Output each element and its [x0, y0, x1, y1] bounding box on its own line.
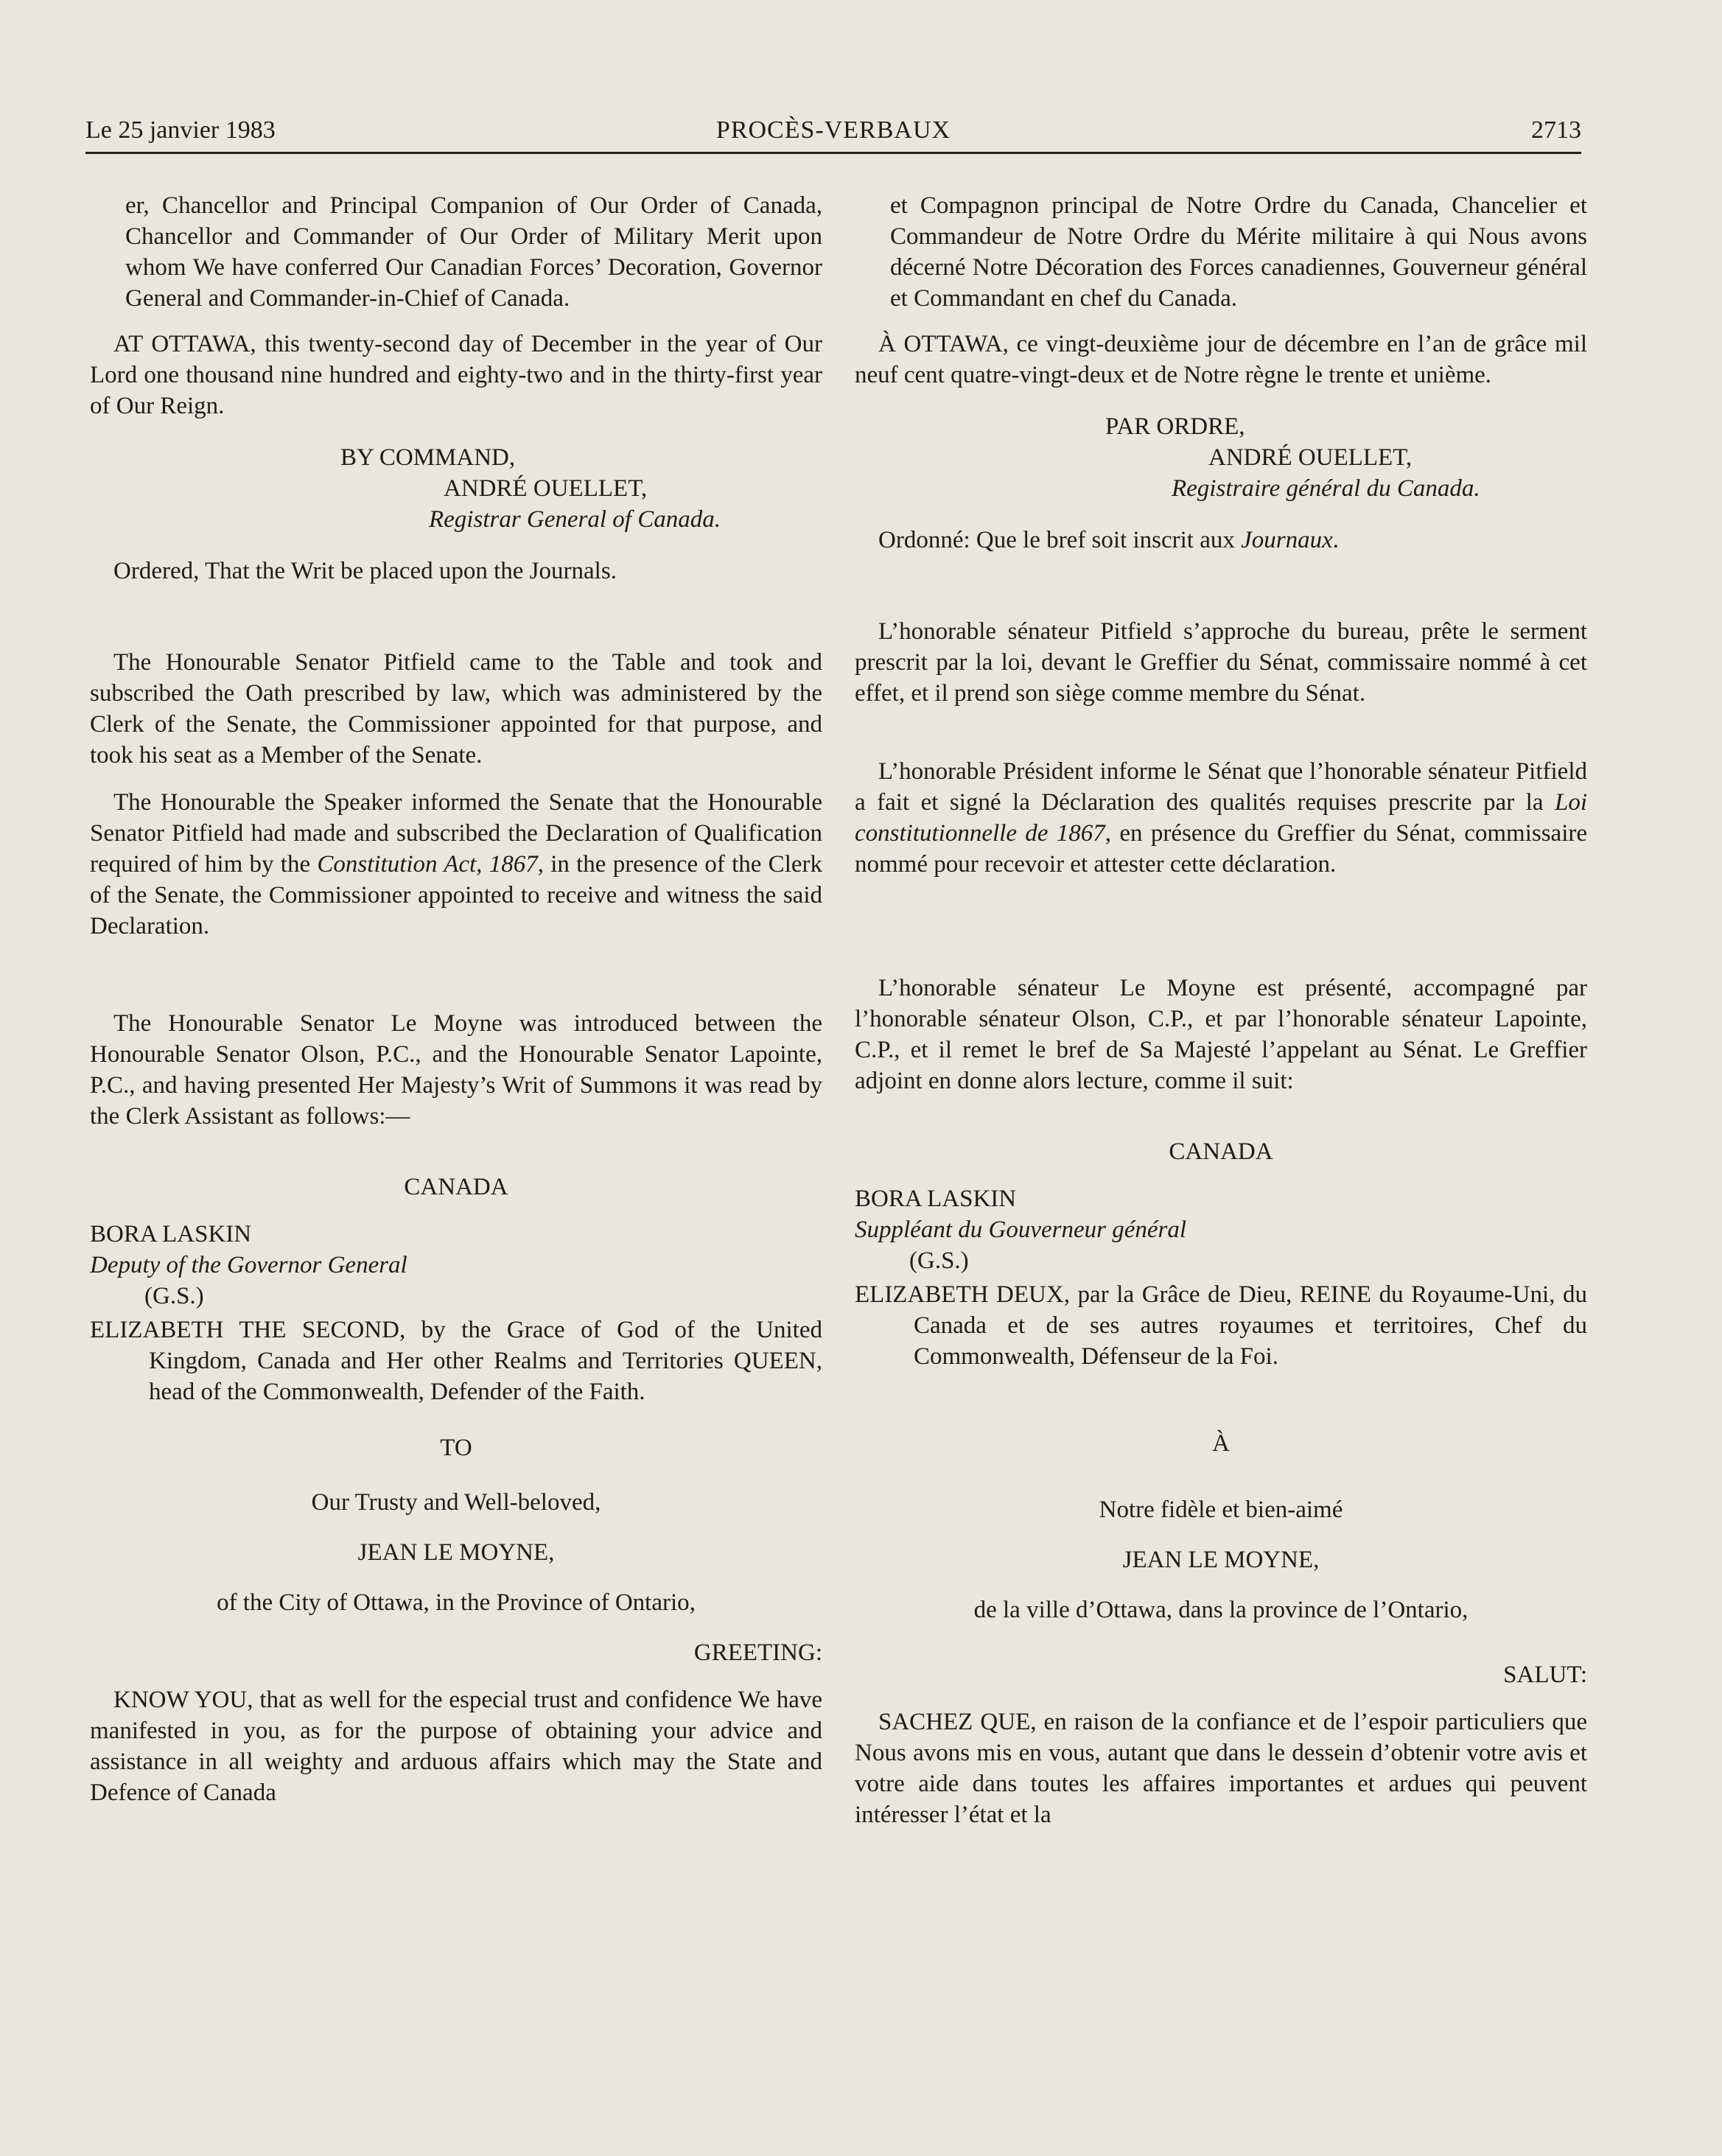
ottawa-paragraph: AT OTTAWA, this twenty-second day of December in the year of Our Lord one thousand nine hundred and eighty-two and in the thirty-first year of Our Reign. — [90, 331, 822, 419]
great-seal: (G.S.) — [909, 1247, 969, 1274]
registrar-title: Registraire général du Canada. — [1172, 475, 1480, 502]
journaux: Journaux — [1241, 527, 1333, 553]
laskin-name: BORA LASKIN — [90, 1221, 252, 1247]
know-you-paragraph: KNOW YOU, that as well for the especial trust and confidence We have manifested in you, as for the purpose of obtaining your advice and assistance in all weighty and arduous affairs which may the State and Defence of Canada — [90, 1687, 822, 1806]
greeting: GREETING: — [693, 1639, 822, 1666]
continued-paragraph: et Compagnon principal de Notre Ordre du Canada, Chancelier et Commandeur de Notre Ordre du Mérite militaire à qui Nous avons décerné Notre Décoration des Forces canadiennes, Gouverneur général et Commandant en chef du Canada. — [890, 192, 1587, 312]
by-command: PAR ORDRE, — [1105, 413, 1245, 440]
elizabeth-paragraph: ELIZABETH DEUX, par la Grâce de Dieu, REINE du Royaume-Uni, du Canada et de ses autres royaumes et territoires, Chef du Commonwealth, Défenseur de la Foi. — [855, 1281, 1587, 1370]
french-column — [855, 190, 1587, 1830]
header-date: Le 25 janvier 1983 — [85, 116, 276, 144]
continued-paragraph: er, Chancellor and Principal Companion of Our Order of Canada, Chancellor and Commander of Our Order of Military Merit upon whom We have conferred Our Canadian Forces’ Decoration, Governor General and Commander-in-Chief of Canada. — [125, 192, 822, 312]
ordered-paragraph: Ordonné: Que le bref soit inscrit aux Journaux. — [878, 527, 1340, 553]
header-rule — [85, 152, 1581, 154]
deputy-title: Suppléant du Gouverneur général — [855, 1217, 1186, 1243]
elizabeth-paragraph: ELIZABETH THE SECOND, by the Grace of God of the United Kingdom, Canada and Her other Realms and Territories QUEEN, head of the Commonwealth, Defender of the Faith. — [90, 1317, 822, 1405]
loi-constitutionnelle: Loi constitutionnelle de 1867 — [855, 789, 1587, 847]
to-heading: TO — [440, 1435, 472, 1461]
signatory: ANDRÉ OUELLET, — [1208, 444, 1413, 471]
to-heading: À — [1212, 1430, 1230, 1457]
pitfield-oath-paragraph: The Honourable Senator Pitfield came to the Table and took and subscribed the Oath prescribed by law, which was administered by the Clerk of the Senate, the Commissioner appointed for that purpose, and took his seat as a Member of the Senate. — [90, 649, 822, 769]
trusty-line: Notre fidèle et bien-aimé — [1099, 1497, 1343, 1523]
constitution-act: Constitution Act, 1867 — [317, 851, 538, 878]
recipient-name: JEAN LE MOYNE, — [357, 1539, 555, 1566]
ordered-paragraph: Ordered, That the Writ be placed upon the Journals. — [113, 558, 617, 584]
lemoyne-paragraph: The Honourable Senator Le Moyne was introduced between the Honourable Senator Olson, P.C., and the Honourable Senator Lapointe, P.C., and having presented Her Majesty’s Writ of Summons it was read by the Clerk Assistant as follows:— — [90, 1010, 822, 1130]
canada-heading: CANADA — [404, 1174, 508, 1200]
ottawa-paragraph: À OTTAWA, ce vingt-deuxième jour de décembre en l’an de grâce mil neuf cent quatre-vingt-deux et de Notre règne le trente et unième. — [855, 331, 1587, 388]
city-line: of the City of Ottawa, in the Province of Ontario, — [217, 1589, 696, 1616]
great-seal: (G.S.) — [144, 1283, 204, 1309]
speaker-paragraph: The Honourable the Speaker informed the Senate that the Honourable Senator Pitfield had made and subscribed the Declaration of Qualification required of him by the Constitution Act, 1867, in the presence of the Clerk of the Senate, the Commissioner appointed to receive and witness the said Declaration. — [90, 789, 822, 939]
page-header — [85, 111, 1581, 155]
recipient-name: JEAN LE MOYNE, — [1122, 1547, 1320, 1573]
by-command: BY COMMAND, — [340, 444, 516, 471]
trusty-line: Our Trusty and Well-beloved, — [311, 1489, 601, 1516]
english-column — [90, 190, 822, 1808]
greeting: SALUT: — [1503, 1662, 1587, 1688]
laskin-name: BORA LASKIN — [855, 1186, 1017, 1212]
pitfield-oath-paragraph: L’honorable sénateur Pitfield s’approche du bureau, prête le serment prescrit par la loi, devant le Greffier du Sénat, commissaire nommé à cet effet, et il prend son siège comme membre du Sénat. — [855, 618, 1587, 707]
deputy-title: Deputy of the Governor General — [90, 1252, 407, 1278]
registrar-title: Registrar General of Canada. — [429, 506, 721, 533]
speaker-paragraph: L’honorable Président informe le Sénat que l’honorable sénateur Pitfield a fait et signé la Déclaration des qualités requises prescrite par la Loi constitutionnelle de 1867, en présence du Greffier du Sénat, commissaire nommé pour recevoir et attester cette déclaration. — [855, 758, 1588, 878]
city-line: de la ville d’Ottawa, dans la province de l’Ontario, — [973, 1597, 1469, 1623]
header-title: PROCÈS-VERBAUX — [715, 116, 951, 144]
canada-heading: CANADA — [1169, 1138, 1273, 1165]
signatory: ANDRÉ OUELLET, — [444, 475, 648, 502]
sachez-paragraph: SACHEZ QUE, en raison de la confiance et de l’espoir particuliers que Nous avons mis en vous, autant que dans le dessein d’obtenir votre avis et votre aide dans toutes les affaires importantes et ardues qui peuvent intéresser l’état et la — [855, 1709, 1587, 1828]
page-number: 2713 — [1531, 116, 1581, 144]
lemoyne-paragraph: L’honorable sénateur Le Moyne est présenté, accompagné par l’honorable sénateur Olson, C.P., et par l’honorable sénateur Lapointe, C.P., et il remet le bref de Sa Majesté l’appelant au Sénat. Le Greffier adjoint en donne alors lecture, comme il suit: — [855, 975, 1587, 1094]
